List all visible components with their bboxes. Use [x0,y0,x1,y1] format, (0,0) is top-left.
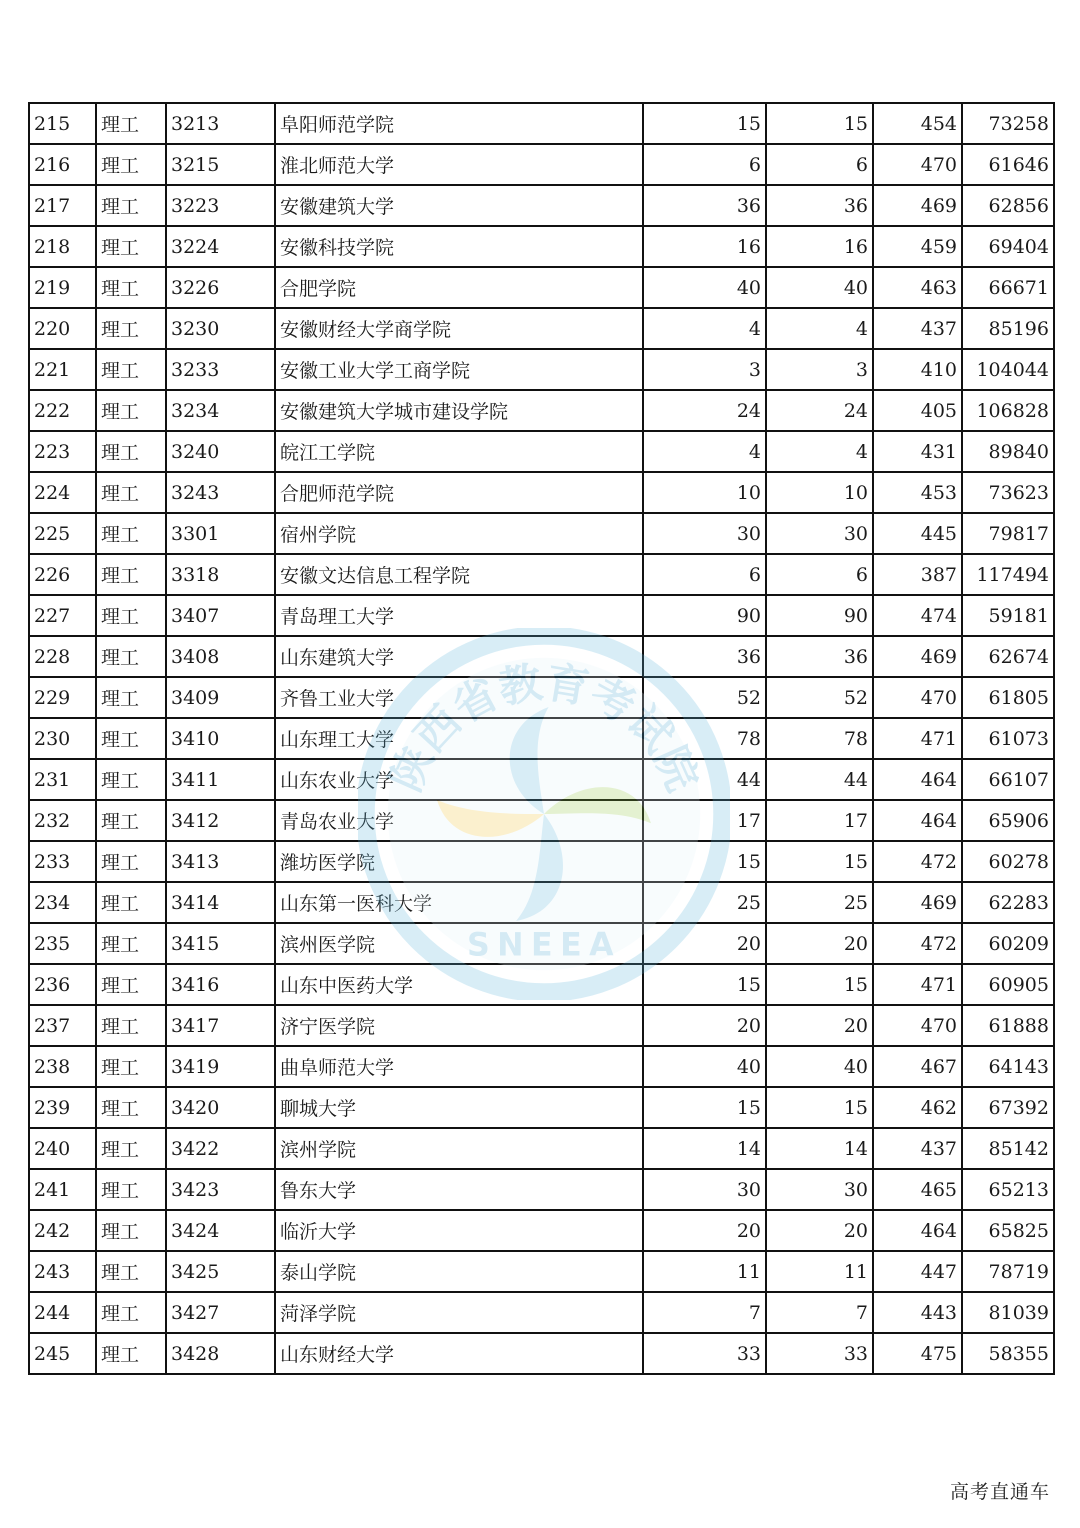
admitted-count-cell: 15 [766,103,873,144]
category-cell: 理工 [96,103,166,144]
min-score-cell: 410 [873,349,962,390]
min-rank-cell: 61646 [962,144,1054,185]
row-index-cell: 225 [29,513,96,554]
category-cell: 理工 [96,1005,166,1046]
admitted-count-cell: 17 [766,800,873,841]
admitted-count-cell: 4 [766,431,873,472]
min-rank-cell: 65906 [962,800,1054,841]
school-code-cell: 3409 [166,677,275,718]
plan-count-cell: 15 [643,103,766,144]
admitted-count-cell: 52 [766,677,873,718]
school-code-cell: 3215 [166,144,275,185]
school-name-cell: 安徽建筑大学城市建设学院 [275,390,643,431]
row-index-cell: 234 [29,882,96,923]
row-index-cell: 236 [29,964,96,1005]
school-name-cell: 合肥学院 [275,267,643,308]
school-name-cell: 泰山学院 [275,1251,643,1292]
min-rank-cell: 61888 [962,1005,1054,1046]
category-cell: 理工 [96,1046,166,1087]
table-row [29,759,1054,800]
school-code-cell: 3424 [166,1210,275,1251]
row-index-cell: 242 [29,1210,96,1251]
min-score-cell: 463 [873,267,962,308]
row-index-cell: 218 [29,226,96,267]
school-code-cell: 3415 [166,923,275,964]
min-score-cell: 464 [873,1210,962,1251]
plan-count-cell: 15 [643,841,766,882]
min-score-cell: 470 [873,677,962,718]
table-row [29,1251,1054,1292]
plan-count-cell: 36 [643,185,766,226]
admitted-count-cell: 90 [766,595,873,636]
school-name-cell: 齐鲁工业大学 [275,677,643,718]
school-code-cell: 3408 [166,636,275,677]
table-row [29,964,1054,1005]
table-row [29,677,1054,718]
table-row [29,185,1054,226]
category-cell: 理工 [96,595,166,636]
min-score-cell: 472 [873,841,962,882]
row-index-cell: 216 [29,144,96,185]
category-cell: 理工 [96,882,166,923]
school-name-cell: 聊城大学 [275,1087,643,1128]
category-cell: 理工 [96,349,166,390]
category-cell: 理工 [96,1210,166,1251]
table-row [29,923,1054,964]
category-cell: 理工 [96,841,166,882]
school-name-cell: 安徽文达信息工程学院 [275,554,643,595]
admitted-count-cell: 40 [766,1046,873,1087]
school-code-cell: 3301 [166,513,275,554]
min-score-cell: 445 [873,513,962,554]
row-index-cell: 245 [29,1333,96,1374]
min-score-cell: 405 [873,390,962,431]
table-row [29,513,1054,554]
school-code-cell: 3224 [166,226,275,267]
category-cell: 理工 [96,554,166,595]
school-name-cell: 山东建筑大学 [275,636,643,677]
school-name-cell: 宿州学院 [275,513,643,554]
min-score-cell: 475 [873,1333,962,1374]
category-cell: 理工 [96,800,166,841]
school-code-cell: 3417 [166,1005,275,1046]
plan-count-cell: 4 [643,308,766,349]
admitted-count-cell: 4 [766,308,873,349]
school-name-cell: 皖江工学院 [275,431,643,472]
table-row [29,800,1054,841]
admitted-count-cell: 33 [766,1333,873,1374]
plan-count-cell: 4 [643,431,766,472]
min-rank-cell: 65213 [962,1169,1054,1210]
category-cell: 理工 [96,472,166,513]
plan-count-cell: 20 [643,1005,766,1046]
plan-count-cell: 44 [643,759,766,800]
table-body [29,103,1054,1374]
category-cell: 理工 [96,1292,166,1333]
row-index-cell: 217 [29,185,96,226]
admitted-count-cell: 15 [766,1087,873,1128]
admitted-count-cell: 15 [766,841,873,882]
school-code-cell: 3427 [166,1292,275,1333]
school-code-cell: 3243 [166,472,275,513]
min-rank-cell: 69404 [962,226,1054,267]
table-row [29,718,1054,759]
school-code-cell: 3240 [166,431,275,472]
category-cell: 理工 [96,308,166,349]
category-cell: 理工 [96,185,166,226]
plan-count-cell: 30 [643,1169,766,1210]
min-score-cell: 453 [873,472,962,513]
min-rank-cell: 58355 [962,1333,1054,1374]
category-cell: 理工 [96,1128,166,1169]
min-rank-cell: 67392 [962,1087,1054,1128]
table-row [29,103,1054,144]
min-score-cell: 437 [873,308,962,349]
min-score-cell: 474 [873,595,962,636]
admitted-count-cell: 24 [766,390,873,431]
min-score-cell: 465 [873,1169,962,1210]
category-cell: 理工 [96,1087,166,1128]
school-code-cell: 3233 [166,349,275,390]
category-cell: 理工 [96,144,166,185]
min-rank-cell: 60905 [962,964,1054,1005]
min-score-cell: 437 [873,1128,962,1169]
min-score-cell: 469 [873,185,962,226]
school-name-cell: 临沂大学 [275,1210,643,1251]
category-cell: 理工 [96,1251,166,1292]
min-rank-cell: 64143 [962,1046,1054,1087]
min-score-cell: 454 [873,103,962,144]
school-name-cell: 山东理工大学 [275,718,643,759]
plan-count-cell: 20 [643,1210,766,1251]
category-cell: 理工 [96,677,166,718]
row-index-cell: 244 [29,1292,96,1333]
school-code-cell: 3213 [166,103,275,144]
table-row [29,1333,1054,1374]
school-code-cell: 3419 [166,1046,275,1087]
row-index-cell: 240 [29,1128,96,1169]
min-rank-cell: 81039 [962,1292,1054,1333]
plan-count-cell: 15 [643,964,766,1005]
row-index-cell: 224 [29,472,96,513]
school-name-cell: 滨州学院 [275,1128,643,1169]
min-rank-cell: 73258 [962,103,1054,144]
category-cell: 理工 [96,759,166,800]
min-rank-cell: 62283 [962,882,1054,923]
plan-count-cell: 15 [643,1087,766,1128]
row-index-cell: 238 [29,1046,96,1087]
min-rank-cell: 61805 [962,677,1054,718]
plan-count-cell: 24 [643,390,766,431]
min-rank-cell: 106828 [962,390,1054,431]
min-rank-cell: 73623 [962,472,1054,513]
school-name-cell: 淮北师范大学 [275,144,643,185]
admitted-count-cell: 30 [766,1169,873,1210]
min-rank-cell: 79817 [962,513,1054,554]
min-rank-cell: 66671 [962,267,1054,308]
category-cell: 理工 [96,390,166,431]
plan-count-cell: 3 [643,349,766,390]
plan-count-cell: 40 [643,1046,766,1087]
table-row [29,1128,1054,1169]
row-index-cell: 219 [29,267,96,308]
admitted-count-cell: 3 [766,349,873,390]
min-rank-cell: 61073 [962,718,1054,759]
row-index-cell: 241 [29,1169,96,1210]
min-score-cell: 462 [873,1087,962,1128]
category-cell: 理工 [96,431,166,472]
table-row [29,472,1054,513]
min-score-cell: 471 [873,718,962,759]
school-code-cell: 3420 [166,1087,275,1128]
admitted-count-cell: 40 [766,267,873,308]
school-name-cell: 合肥师范学院 [275,472,643,513]
admitted-count-cell: 6 [766,554,873,595]
category-cell: 理工 [96,1333,166,1374]
school-name-cell: 潍坊医学院 [275,841,643,882]
school-code-cell: 3223 [166,185,275,226]
table-row [29,308,1054,349]
min-rank-cell: 104044 [962,349,1054,390]
row-index-cell: 233 [29,841,96,882]
min-score-cell: 471 [873,964,962,1005]
row-index-cell: 237 [29,1005,96,1046]
school-code-cell: 3416 [166,964,275,1005]
score-table-sheet [28,102,1053,1497]
school-name-cell: 安徽科技学院 [275,226,643,267]
table-row [29,595,1054,636]
seal-arc-text: 陕西省教育考试院 [380,657,708,799]
plan-count-cell: 36 [643,636,766,677]
row-index-cell: 215 [29,103,96,144]
min-rank-cell: 89840 [962,431,1054,472]
school-name-cell: 安徽工业大学工商学院 [275,349,643,390]
min-rank-cell: 60278 [962,841,1054,882]
min-rank-cell: 85142 [962,1128,1054,1169]
admitted-count-cell: 36 [766,636,873,677]
school-name-cell: 山东第一医科大学 [275,882,643,923]
row-index-cell: 226 [29,554,96,595]
category-cell: 理工 [96,513,166,554]
table-row [29,1087,1054,1128]
plan-count-cell: 33 [643,1333,766,1374]
plan-count-cell: 78 [643,718,766,759]
category-cell: 理工 [96,636,166,677]
admitted-count-cell: 10 [766,472,873,513]
school-code-cell: 3410 [166,718,275,759]
min-rank-cell: 66107 [962,759,1054,800]
admitted-count-cell: 20 [766,1210,873,1251]
seal-abbr-text: SNEEA [466,927,622,964]
admitted-count-cell: 25 [766,882,873,923]
school-code-cell: 3428 [166,1333,275,1374]
school-name-cell: 滨州医学院 [275,923,643,964]
school-code-cell: 3407 [166,595,275,636]
table-row [29,841,1054,882]
plan-count-cell: 17 [643,800,766,841]
row-index-cell: 221 [29,349,96,390]
table-row [29,1046,1054,1087]
table-row [29,1210,1054,1251]
source-watermark-label: 高考直通车 [948,1477,1052,1504]
school-name-cell: 阜阳师范学院 [275,103,643,144]
min-rank-cell: 59181 [962,595,1054,636]
school-name-cell: 青岛理工大学 [275,595,643,636]
table-row [29,636,1054,677]
min-rank-cell: 65825 [962,1210,1054,1251]
school-code-cell: 3422 [166,1128,275,1169]
row-index-cell: 220 [29,308,96,349]
school-name-cell: 济宁医学院 [275,1005,643,1046]
school-name-cell: 山东中医药大学 [275,964,643,1005]
table-row [29,1292,1054,1333]
category-cell: 理工 [96,226,166,267]
admitted-count-cell: 16 [766,226,873,267]
category-cell: 理工 [96,964,166,1005]
min-score-cell: 464 [873,759,962,800]
min-rank-cell: 62674 [962,636,1054,677]
min-score-cell: 447 [873,1251,962,1292]
school-code-cell: 3414 [166,882,275,923]
plan-count-cell: 90 [643,595,766,636]
table-row [29,882,1054,923]
school-code-cell: 3318 [166,554,275,595]
admitted-count-cell: 78 [766,718,873,759]
row-index-cell: 232 [29,800,96,841]
school-code-cell: 3234 [166,390,275,431]
row-index-cell: 229 [29,677,96,718]
school-name-cell: 青岛农业大学 [275,800,643,841]
plan-count-cell: 11 [643,1251,766,1292]
school-code-cell: 3411 [166,759,275,800]
admitted-count-cell: 20 [766,923,873,964]
table-row [29,349,1054,390]
school-code-cell: 3413 [166,841,275,882]
category-cell: 理工 [96,267,166,308]
min-score-cell: 443 [873,1292,962,1333]
row-index-cell: 230 [29,718,96,759]
school-name-cell: 安徽建筑大学 [275,185,643,226]
plan-count-cell: 14 [643,1128,766,1169]
min-score-cell: 469 [873,636,962,677]
plan-count-cell: 16 [643,226,766,267]
row-index-cell: 235 [29,923,96,964]
school-code-cell: 3230 [166,308,275,349]
admitted-count-cell: 36 [766,185,873,226]
school-name-cell: 山东财经大学 [275,1333,643,1374]
min-score-cell: 459 [873,226,962,267]
school-name-cell: 鲁东大学 [275,1169,643,1210]
table-row [29,1005,1054,1046]
admitted-count-cell: 14 [766,1128,873,1169]
plan-count-cell: 6 [643,144,766,185]
admitted-count-cell: 44 [766,759,873,800]
table-row [29,554,1054,595]
category-cell: 理工 [96,718,166,759]
row-index-cell: 223 [29,431,96,472]
table-row [29,226,1054,267]
school-code-cell: 3423 [166,1169,275,1210]
min-rank-cell: 60209 [962,923,1054,964]
row-index-cell: 222 [29,390,96,431]
school-code-cell: 3425 [166,1251,275,1292]
admitted-count-cell: 7 [766,1292,873,1333]
min-score-cell: 464 [873,800,962,841]
table-row [29,431,1054,472]
category-cell: 理工 [96,1169,166,1210]
plan-count-cell: 52 [643,677,766,718]
min-rank-cell: 62856 [962,185,1054,226]
admitted-count-cell: 30 [766,513,873,554]
admitted-count-cell: 20 [766,1005,873,1046]
school-name-cell: 安徽财经大学商学院 [275,308,643,349]
admission-score-table [28,102,1055,1375]
min-score-cell: 470 [873,144,962,185]
min-rank-cell: 117494 [962,554,1054,595]
row-index-cell: 231 [29,759,96,800]
plan-count-cell: 40 [643,267,766,308]
admitted-count-cell: 6 [766,144,873,185]
min-score-cell: 467 [873,1046,962,1087]
plan-count-cell: 7 [643,1292,766,1333]
plan-count-cell: 10 [643,472,766,513]
min-score-cell: 469 [873,882,962,923]
plan-count-cell: 20 [643,923,766,964]
category-cell: 理工 [96,923,166,964]
plan-count-cell: 25 [643,882,766,923]
plan-count-cell: 6 [643,554,766,595]
table-row [29,144,1054,185]
school-code-cell: 3412 [166,800,275,841]
plan-count-cell: 30 [643,513,766,554]
table-row [29,1169,1054,1210]
school-name-cell: 山东农业大学 [275,759,643,800]
row-index-cell: 243 [29,1251,96,1292]
school-name-cell: 菏泽学院 [275,1292,643,1333]
min-score-cell: 470 [873,1005,962,1046]
school-code-cell: 3226 [166,267,275,308]
admitted-count-cell: 11 [766,1251,873,1292]
row-index-cell: 228 [29,636,96,677]
table-row [29,267,1054,308]
min-rank-cell: 85196 [962,308,1054,349]
row-index-cell: 239 [29,1087,96,1128]
admitted-count-cell: 15 [766,964,873,1005]
table-row [29,390,1054,431]
min-score-cell: 472 [873,923,962,964]
school-name-cell: 曲阜师范大学 [275,1046,643,1087]
min-rank-cell: 78719 [962,1251,1054,1292]
min-score-cell: 431 [873,431,962,472]
row-index-cell: 227 [29,595,96,636]
min-score-cell: 387 [873,554,962,595]
